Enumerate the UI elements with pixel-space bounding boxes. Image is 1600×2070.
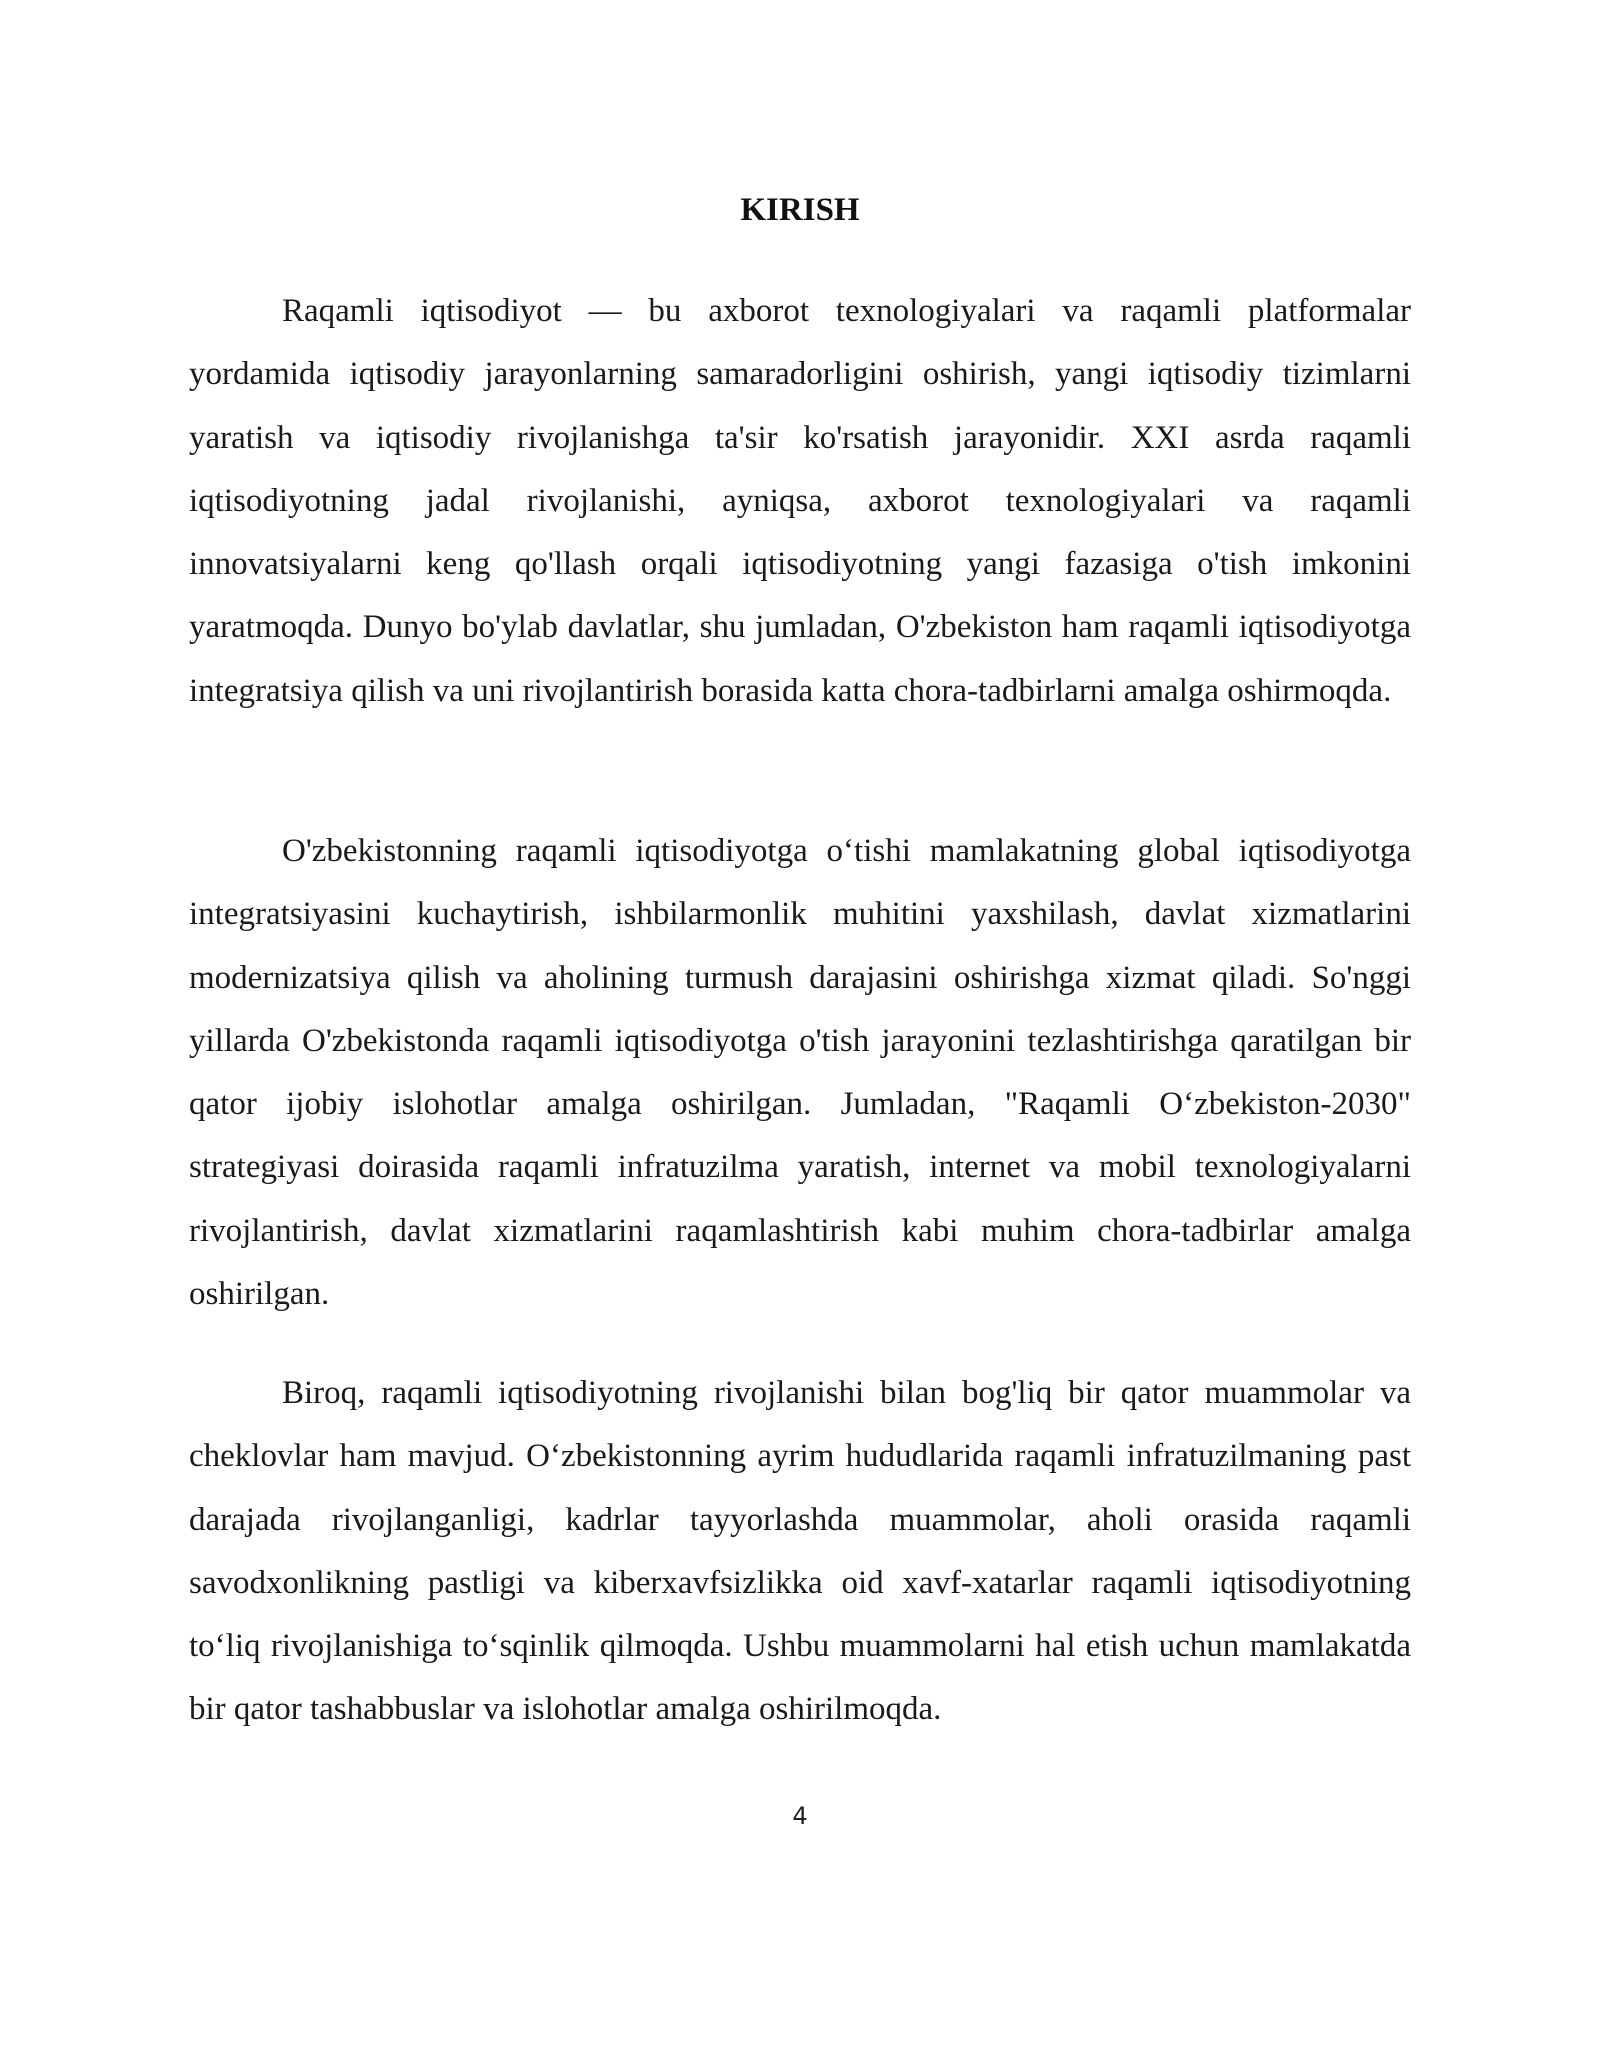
paragraph-1: Raqamli iqtisodiyot — bu axborot texnologiyalari va raqamli platformalar yordamida iqtisodiy jarayonlarning samaradorligini oshirish, yangi iqtisodiy tizimlarni yaratish va iqtisodiy rivojlanishga ta'sir ko'rsatish jarayonidir. XXI asrda raqamli iqtisodiyotning jadal rivojlanishi, ayniqsa, axborot texnologiyalari va raqamli innovatsiyalarni keng qo'llash orqali iqtisodiyotning yangi fazasiga o'tish imkonini yaratmoqda. Dunyo bo'ylab davlatlar, shu jumladan, O'zbekiston ham raqamli iqtisodiyotga integratsiya qilish va uni rivojlantirish borasida katta chora-tadbirlarni amalga oshirmoqda.: [189, 293, 1411, 709]
paragraph-2: O'zbekistonning raqamli iqtisodiyotga o‘tishi mamlakatning global iqtisodiyotga integratsiyasini kuchaytirish, ishbilarmonlik muhitini yaxshilash, davlat xizmatlarini modernizatsiya qilish va aholining turmush darajasini oshirishga xizmat qiladi. So'nggi yillarda O'zbekistonda raqamli iqtisodiyotga o'tish jarayonini tezlashtirishga qaratilgan bir qator ijobiy islohotlar amalga oshirilgan. Jumladan, "Raqamli O‘zbekiston-2030" strategiyasi doirasida raqamli infratuzilma yaratish, internet va mobil texnologiyalarni rivojlantirish, davlat xizmatlarini raqamlashtirish kabi muhim chora-tadbirlar amalga oshirilgan.: [189, 833, 1411, 1313]
paragraph-3: Biroq, raqamli iqtisodiyotning rivojlanishi bilan bog'liq bir qator muammolar va cheklovlar ham mavjud. O‘zbekistonning ayrim hududlarida raqamli infratuzilmaning past darajada rivojlanganligi, kadrlar tayyorlashda muammolar, aholi orasida raqamli savodxonlikning pastligi va kiberxavfsizlikka oid xavf-xatarlar raqamli iqtisodiyotning to‘liq rivojlanishiga to‘sqinlik qilmoqda. Ushbu muammolarni hal etish uchun mamlakatda bir qator tashabbuslar va islohotlar amalga oshirilmoqda.: [189, 1375, 1411, 1728]
section-heading: KIRISH: [740, 192, 860, 228]
page-number: 4: [792, 1802, 808, 1830]
